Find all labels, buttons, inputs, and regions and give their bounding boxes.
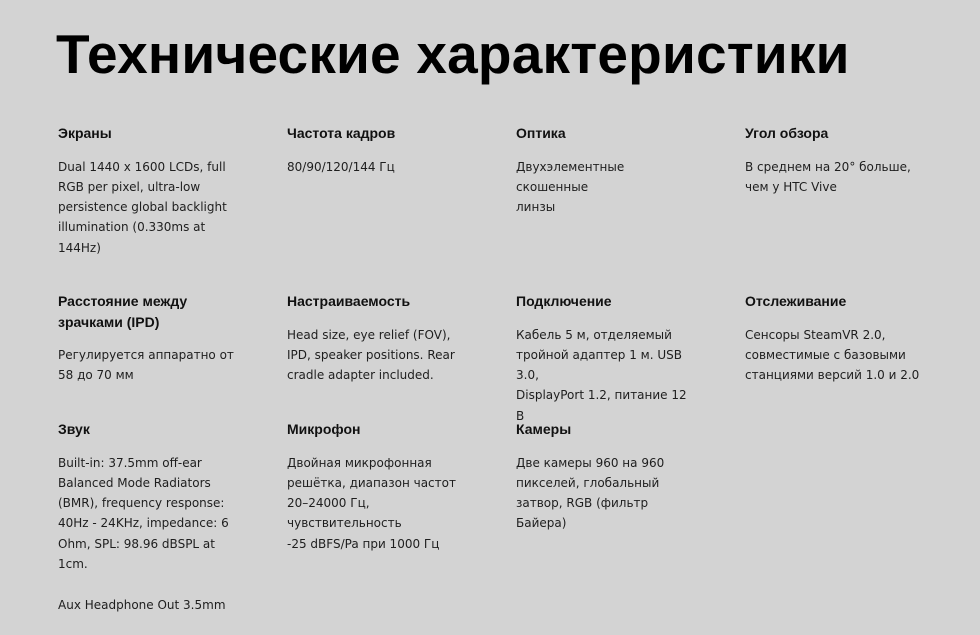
spec-title: Частота кадров [287,125,396,141]
spec-title: Звук [58,421,90,437]
spec-text: 80/90/120/144 Гц [287,159,395,174]
spec-text: Built-in: 37.5mm off-ear Balanced Mode Radiators (BMR), frequency response: 40Hz - 24KHz, impedance: 6 Ohm, SPL: 98.96 dBSPL at 1cm. Aux Headphone Out 3.5mm [58,455,229,612]
spec-title: Расстояние между зрачками (IPD) [58,293,188,330]
spec-optics [516,123,696,217]
spec-adjustability [287,291,467,385]
spec-text: Регулируется аппаратно от 58 до 70 мм [58,348,234,383]
spec-audio [58,419,238,615]
spec-title: Оптика [516,125,566,141]
spec-text: Двухэлементные скошенные линзы [516,159,625,215]
spec-ipd [58,291,238,386]
page-title: Технические характеристики [56,23,850,85]
spec-title: Камеры [516,421,572,437]
spec-text: Две камеры 960 на 960 пикселей, глобальный затвор, RGB (фильтр Байера) [516,455,665,531]
spec-connection [516,291,696,426]
spec-microphone [287,419,467,554]
spec-text: Head size, eye relief (FOV), IPD, speaker positions. Rear cradle adapter included. [287,327,455,383]
spec-text: Сенсоры SteamVR 2.0, совместимые с базовыми станциями версий 1.0 и 2.0 [745,327,920,383]
spec-tracking [745,291,925,385]
spec-title: Микрофон [287,421,361,437]
spec-title: Подключение [516,293,612,309]
spec-title: Отслеживание [745,293,847,309]
spec-text: Кабель 5 м, отделяемый тройной адаптер 1 м. USB 3.0, DisplayPort 1.2, питание 12 В [516,327,687,423]
spec-text: Dual 1440 x 1600 LCDs, full RGB per pixel, ultra-low persistence global backlight illumination (0.330ms at 144Hz) [58,159,227,255]
spec-title: Угол обзора [745,125,829,141]
spec-text: Двойная микрофонная решётка, диапазон частот 20–24000 Гц, чувствительность -25 dBFS/Pa при 1000 Гц [287,455,456,551]
spec-refresh-rate [287,123,467,177]
spec-field-of-view [745,123,925,197]
spec-screens [58,123,238,258]
spec-cameras [516,419,696,534]
spec-title: Настраиваемость [287,293,411,309]
spec-title: Экраны [58,125,112,141]
spec-text: В среднем на 20° больше, чем у HTC Vive [745,159,911,194]
